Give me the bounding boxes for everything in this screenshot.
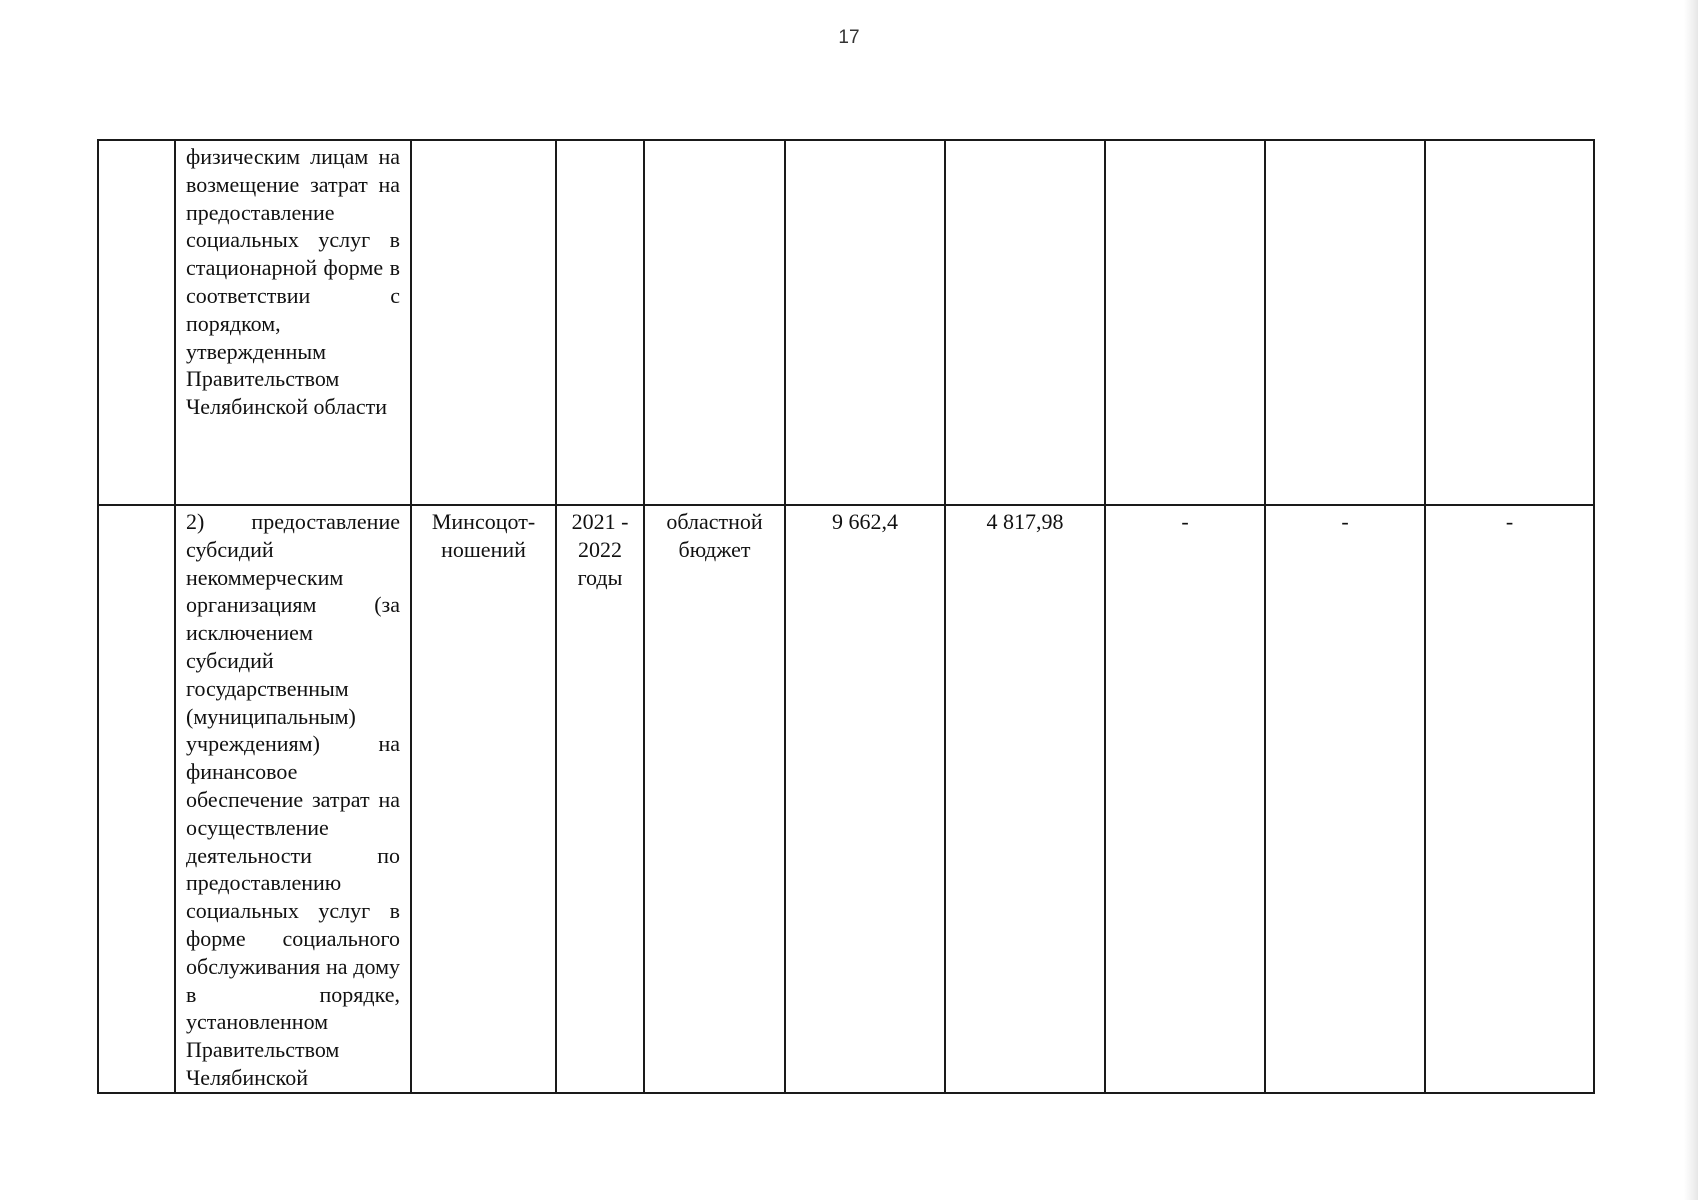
amount-year-2-cell [1105,140,1265,505]
measure-description-cell: физическим лицам на возмещение затрат на предоставление социальных услуг в стационарной форме в соответствии с порядком, утвержденным Правительством Челябинской области [175,140,411,505]
table-row [98,140,1594,505]
measure-description-cell: 2) предоставление субсидий некоммерческим организациям (за исключением субсидий государственным (муниципальным) учреждениям) на финансовое обеспечение затрат на осуществление деятельности по предоставлению социальных услуг в форме социального обслуживания на дому в порядке, установленном Правительством Челябинской [175,505,411,1093]
funding-source-cell: областной бюджет [644,505,785,1093]
amount-year-4-cell: - [1425,505,1594,1093]
scan-edge-shadow [1684,0,1698,1200]
amount-total-cell [785,140,945,505]
amount-year-2-cell: - [1105,505,1265,1093]
executor-cell [411,140,556,505]
row-number-cell [98,505,175,1093]
executor-cell: Минсоцот-ношений [411,505,556,1093]
period-cell [556,140,644,505]
amount-year-3-cell [1265,140,1425,505]
amount-year-3-cell: - [1265,505,1425,1093]
table-row [98,505,1594,1093]
row-number-cell [98,140,175,505]
amount-year-1-cell [945,140,1105,505]
page-number: 17 [838,27,860,48]
period-cell: 2021 - 2022 годы [556,505,644,1093]
amount-total-cell: 9 662,4 [785,505,945,1093]
funding-source-cell [644,140,785,505]
amount-year-1-cell: 4 817,98 [945,505,1105,1093]
amount-year-4-cell [1425,140,1594,505]
program-table [97,139,1595,1094]
